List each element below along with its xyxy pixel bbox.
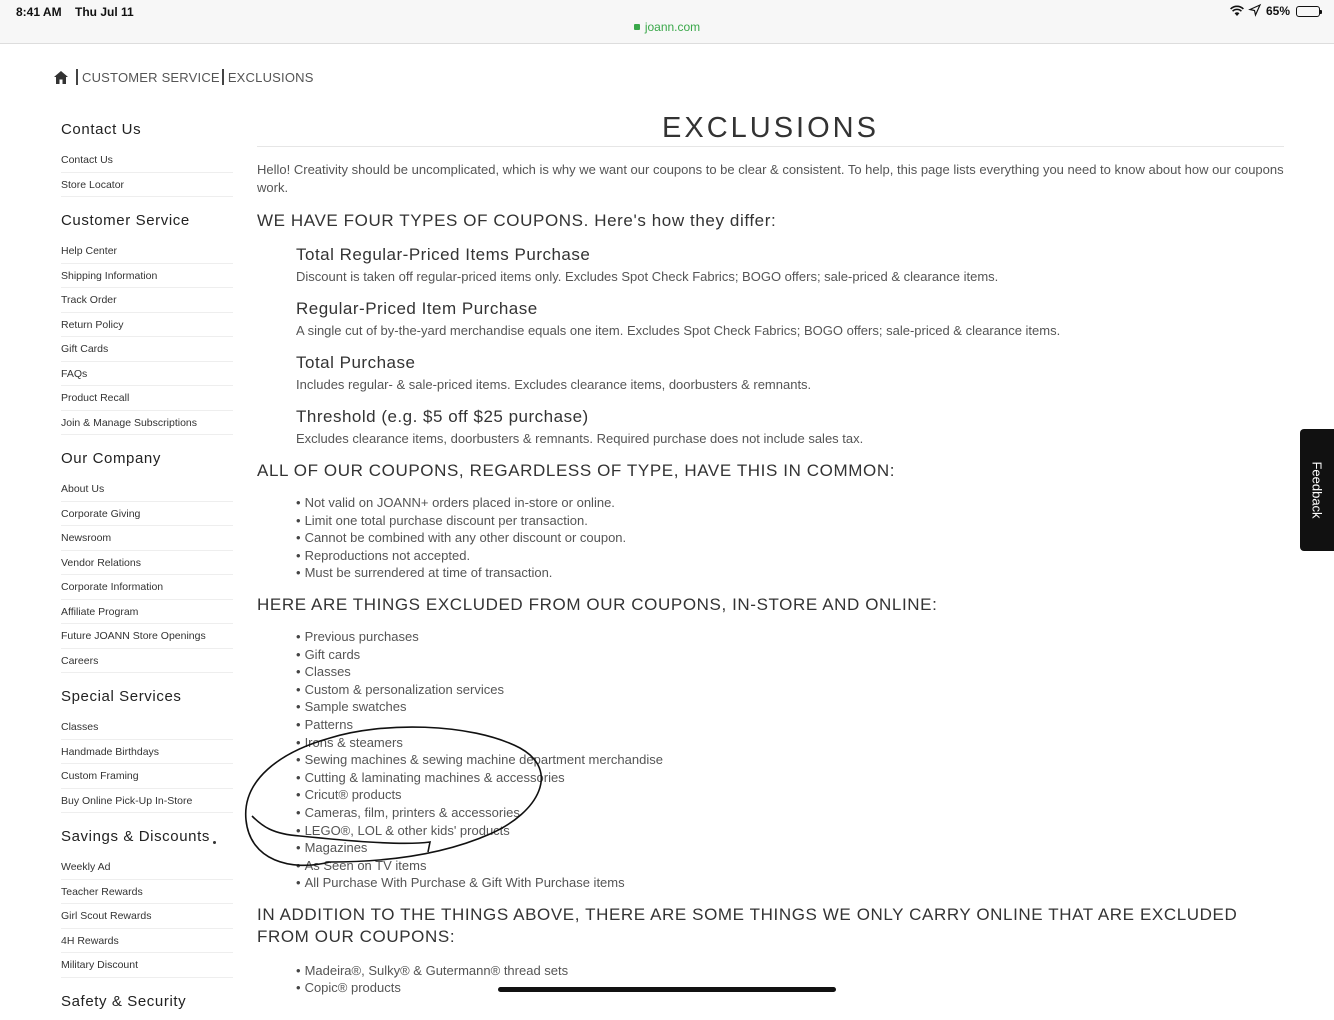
coupon-types-heading: WE HAVE FOUR TYPES OF COUPONS. Here's how they differ: xyxy=(257,211,777,230)
status-date: Thu Jul 11 xyxy=(75,5,134,19)
status-bar xyxy=(0,0,1334,44)
breadcrumb-separator xyxy=(76,69,78,85)
sidebar-item-gift-cards[interactable]: Gift Cards xyxy=(61,337,233,362)
sidebar-group-title[interactable]: Customer Service xyxy=(61,212,190,229)
common-rules-list xyxy=(296,494,1284,582)
sidebar-group-title[interactable]: Safety & Security xyxy=(61,992,187,1010)
list-item: • Gift cards xyxy=(296,646,1284,664)
list-item: • Not valid on JOANN+ orders placed in-store or online. xyxy=(296,494,1284,512)
list-item: • All Purchase With Purchase & Gift With Purchase items xyxy=(296,874,1284,892)
list-item: • Cannot be combined with any other discount or coupon. xyxy=(296,529,1284,547)
sidebar-item-product-recall[interactable]: Product Recall xyxy=(61,386,233,411)
sidebar-item-teacher-rewards[interactable]: Teacher Rewards xyxy=(61,880,233,905)
list-item: • Cutting & laminating machines & accessories xyxy=(296,769,1284,787)
list-item: • Previous purchases xyxy=(296,628,1284,646)
breadcrumb-separator xyxy=(222,69,224,85)
sidebar-item-store-locator[interactable]: Store Locator xyxy=(61,173,233,198)
main-content xyxy=(257,110,1284,997)
sidebar-item-buy-online-pick-up-in-store[interactable]: Buy Online Pick-Up In-Store xyxy=(61,789,233,814)
list-item: • Patterns xyxy=(296,716,1284,734)
sidebar-item-contact-us[interactable]: Contact Us xyxy=(61,148,233,173)
breadcrumb xyxy=(54,69,314,85)
coupon-type-name: Total Purchase xyxy=(296,353,416,372)
list-item: • Limit one total purchase discount per transaction. xyxy=(296,512,1284,530)
coupon-type xyxy=(296,406,1284,448)
sidebar-item-careers[interactable]: Careers xyxy=(61,649,233,674)
sidebar-item-girl-scout-rewards[interactable]: Girl Scout Rewards xyxy=(61,904,233,929)
list-item: • Irons & steamers xyxy=(296,734,1284,752)
sidebar-item-corporate-giving[interactable]: Corporate Giving xyxy=(61,502,233,527)
sidebar-group-safety-security xyxy=(61,988,233,1020)
title-divider xyxy=(257,146,1284,147)
coupon-type-description: A single cut of by-the-yard merchandise equals one item. Excludes Spot Check Fabrics; BOGO offers; sale-priced & clearance items. xyxy=(296,323,1061,338)
sidebar-item-newsroom[interactable]: Newsroom xyxy=(61,526,233,551)
sidebar-item-future-joann-store-openings[interactable]: Future JOANN Store Openings xyxy=(61,624,233,649)
sidebar-group-our-company xyxy=(61,445,233,673)
coupon-types-list xyxy=(257,244,1284,448)
list-item: • As Seen on TV items xyxy=(296,857,1284,875)
sidebar-item-track-order[interactable]: Track Order xyxy=(61,288,233,313)
url-text: joann.com xyxy=(644,20,701,34)
sidebar-group-title[interactable]: Savings & Discounts xyxy=(61,828,210,845)
list-item: • Must be surrendered at time of transaction. xyxy=(296,564,1284,582)
sidebar-group-customer-service xyxy=(61,207,233,435)
list-item: • Cricut® products xyxy=(296,786,1284,804)
coupon-type-description: Discount is taken off regular-priced items only. Excludes Spot Check Fabrics; BOGO offers; sale-priced & clearance items. xyxy=(296,269,999,284)
feedback-tab[interactable] xyxy=(1300,429,1334,551)
sidebar-item-classes[interactable]: Classes xyxy=(61,715,233,740)
sidebar-item-corporate-information[interactable]: Corporate Information xyxy=(61,575,233,600)
sidebar-item-return-policy[interactable]: Return Policy xyxy=(61,313,233,338)
list-item: • Cameras, film, printers & accessories xyxy=(296,804,1284,822)
sidebar-group-title[interactable]: Special Services xyxy=(61,688,182,705)
sidebar-item-affiliate-program[interactable]: Affiliate Program xyxy=(61,600,233,625)
sidebar-item-handmade-birthdays[interactable]: Handmade Birthdays xyxy=(61,740,233,765)
feedback-label: Feedback xyxy=(1309,461,1325,519)
coupon-type-name: Total Regular-Priced Items Purchase xyxy=(296,245,591,264)
sidebar-item-help-center[interactable]: Help Center xyxy=(61,239,233,264)
coupon-type-description: Includes regular- & sale-priced items. Excludes clearance items, doorbusters & remnants. xyxy=(296,377,812,392)
sidebar-nav xyxy=(61,116,233,1020)
home-icon[interactable] xyxy=(54,71,68,84)
sidebar-group-contact-us xyxy=(61,116,233,197)
intro-text: Hello! Creativity should be uncomplicated, which is why we want our coupons to be clear & consistent. To help, this page lists everything you need to know about how our coupons work. xyxy=(257,162,1284,195)
list-item: • Madeira®, Sulky® & Gutermann® thread sets xyxy=(296,962,1284,980)
location-icon xyxy=(1250,4,1260,18)
coupon-type xyxy=(296,244,1284,286)
coupon-type-name: Threshold (e.g. $5 off $25 purchase) xyxy=(296,407,589,426)
page-title: EXCLUSIONS xyxy=(662,112,879,144)
list-item: • Copic® products xyxy=(296,979,1284,997)
status-indicators xyxy=(1230,4,1320,18)
list-item: • Sample swatches xyxy=(296,698,1284,716)
sidebar-group-title[interactable]: Contact Us xyxy=(61,121,142,138)
common-rules-heading: ALL OF OUR COUPONS, REGARDLESS OF TYPE, HAVE THIS IN COMMON: xyxy=(257,461,896,480)
list-item: • Classes xyxy=(296,663,1284,681)
sidebar-item-military-discount[interactable]: Military Discount xyxy=(61,953,233,978)
sidebar-group-special-services xyxy=(61,683,233,813)
sidebar-item-about-us[interactable]: About Us xyxy=(61,477,233,502)
sidebar-item-shipping-information[interactable]: Shipping Information xyxy=(61,264,233,289)
list-item: • LEGO®, LOL & other kids' products xyxy=(296,822,1284,840)
coupon-type-name: Regular-Priced Item Purchase xyxy=(296,299,538,318)
sidebar-item-vendor-relations[interactable]: Vendor Relations xyxy=(61,551,233,576)
breadcrumb-item-customer-service[interactable]: CUSTOMER SERVICE xyxy=(82,69,220,85)
sidebar-group-title[interactable]: Our Company xyxy=(61,450,161,467)
home-indicator[interactable] xyxy=(498,987,836,992)
sidebar-item-faqs[interactable]: FAQs xyxy=(61,362,233,387)
coupon-type xyxy=(296,352,1284,394)
coupon-type xyxy=(296,298,1284,340)
wifi-icon xyxy=(1230,6,1244,16)
address-bar[interactable] xyxy=(0,20,1334,34)
excluded-items-list xyxy=(296,628,1284,892)
list-item: • Reproductions not accepted. xyxy=(296,547,1284,565)
excluded-heading: HERE ARE THINGS EXCLUDED FROM OUR COUPONS, IN-STORE AND ONLINE: xyxy=(257,594,938,614)
list-item: • Custom & personalization services xyxy=(296,681,1284,699)
status-time: 8:41 AM xyxy=(16,5,62,19)
coupon-type-description: Excludes clearance items, doorbusters & remnants. Required purchase does not include sales tax. xyxy=(296,431,864,446)
list-item: • Sewing machines & sewing machine department merchandise xyxy=(296,751,1284,769)
list-item: • Magazines xyxy=(296,839,1284,857)
sidebar-item-4h-rewards[interactable]: 4H Rewards xyxy=(61,929,233,954)
stray-dot xyxy=(213,841,216,844)
battery-percent: 65% xyxy=(1265,4,1290,18)
sidebar-item-join-manage-subscriptions[interactable]: Join & Manage Subscriptions xyxy=(61,411,233,436)
lock-icon xyxy=(634,24,640,30)
battery-icon xyxy=(1296,6,1320,17)
breadcrumb-item-exclusions[interactable]: EXCLUSIONS xyxy=(227,69,314,85)
online-excluded-heading: IN ADDITION TO THE THINGS ABOVE, THERE ARE SOME THINGS WE ONLY CARRY ONLINE THAT ARE EXCLUDED FROM OUR COUPONS: xyxy=(257,904,1238,946)
sidebar-item-custom-framing[interactable]: Custom Framing xyxy=(61,764,233,789)
sidebar-group-savings-discounts xyxy=(61,823,233,978)
sidebar-item-weekly-ad[interactable]: Weekly Ad xyxy=(61,855,233,880)
